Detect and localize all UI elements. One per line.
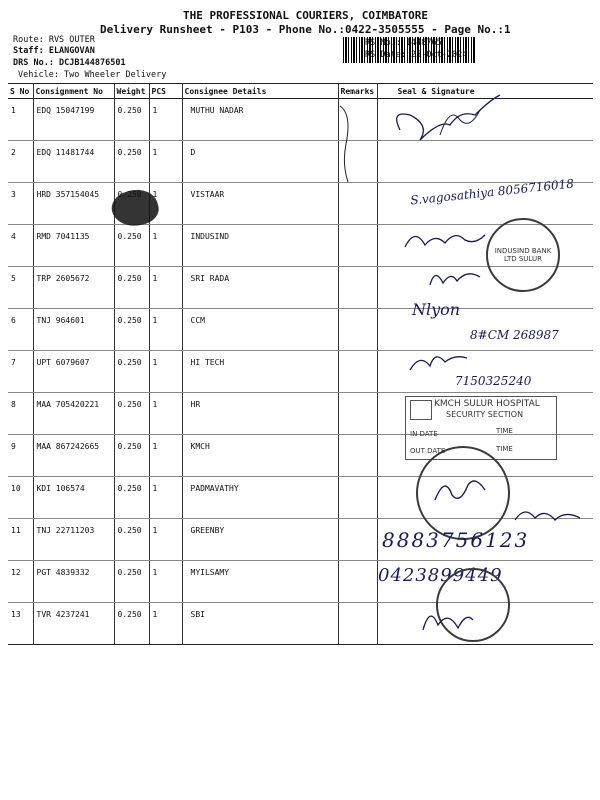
runsheet-table: [8, 83, 593, 645]
table-row: 13 TVR 4237241 0.250 1 SBI: [8, 603, 593, 645]
signature-6: Nlyon: [412, 300, 461, 319]
vehicle-label: Vehicle: Two Wheeler Delivery: [18, 70, 167, 80]
route-label: Route: RVS OUTER: [13, 35, 95, 45]
signature-5: [425, 265, 485, 291]
col-seal: Seal & Signature: [377, 84, 593, 99]
rs-no-label: RS No.: 1448765: [365, 38, 442, 48]
runsheet-title: Delivery Runsheet - P103 - Phone No.:0422-3505555 - Page No.:1: [100, 23, 511, 36]
col-pcs: PCS: [149, 84, 182, 99]
signature-11-number: 8883756123: [382, 528, 530, 552]
table-row: 8 MAA 705420221 0.250 1 HR: [8, 393, 593, 435]
rs-date-label: RS Date: 25-Oct-2024: [365, 50, 468, 60]
table-row: 4 RMD 7041135 0.250 1 INDUSIND: [8, 225, 593, 267]
signature-3: S.vagosathiya 8056716018: [409, 176, 575, 208]
table-row: 3 HRD 357154045 1 VISTAAR: [8, 183, 593, 225]
col-consignment: Consignment No: [33, 84, 114, 99]
kmch-stamp: KMCH SULUR HOSPITAL SECURITY SECTION IN DATE TIME OUT DATE TIME: [405, 396, 557, 460]
signature-10: [430, 470, 490, 510]
signature-7-number: 7150325240: [455, 374, 532, 388]
kmch-logo-icon: [410, 400, 432, 420]
indusind-stamp: INDUSIND BANK LTD SULUR: [486, 218, 560, 292]
table-row: 2 EDQ 11481744 0.250 1 D: [8, 141, 593, 183]
col-weight: Weight: [114, 84, 149, 99]
signature-12-number: 0423899449: [378, 565, 503, 586]
col-consignee: Consignee Details: [182, 84, 338, 99]
col-remarks: Remarks: [338, 84, 377, 99]
signature-13: [418, 600, 478, 636]
table-row: 1 EDQ 15047199 0.250 1 MUTHU NADAR: [8, 99, 593, 141]
company-title: THE PROFESSIONAL COURIERS, COIMBATORE: [183, 9, 429, 22]
drs-label: DRS No.: DCJB144876501: [13, 58, 126, 68]
signature-11: [510, 500, 590, 530]
table-row: 12 PGT 4839332 0.250 1 MYILSAMY: [8, 561, 593, 603]
table-row: 5 TRP 2605672 0.250 1 SRI RADA: [8, 267, 593, 309]
signature-4: [400, 225, 490, 255]
col-sno: S No: [8, 84, 33, 99]
signature-6-number: 8#CM 268987: [470, 328, 559, 342]
table-row: 6 TNJ 964601 0.250 1 CCM: [8, 309, 593, 351]
table-row: 11 TNJ 22711203 0.250 1 GREENBY: [8, 519, 593, 561]
brace-mark: [336, 104, 358, 184]
table-row: 9 MAA 867242665 0.250 1 KMCH: [8, 435, 593, 477]
table-row: 10 KDI 106574 0.250 1 PADMAVATHY: [8, 477, 593, 519]
signature-1: [380, 90, 510, 150]
staff-label: Staff: ELANGOVAN: [13, 46, 95, 56]
table-row: 7 UPT 6079607 0.250 1 HI TECH: [8, 351, 593, 393]
